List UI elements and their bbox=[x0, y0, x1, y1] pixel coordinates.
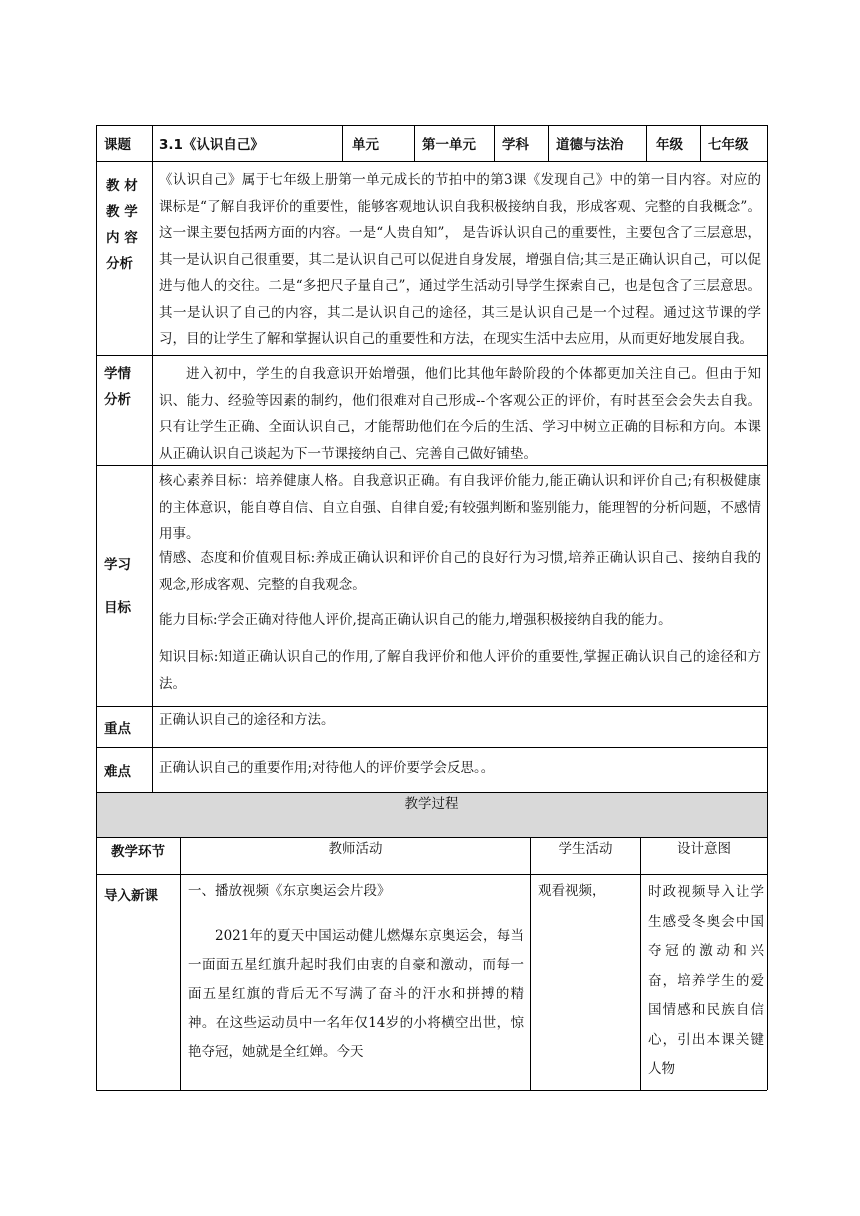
subject-value: 道德与法治 bbox=[556, 137, 624, 153]
objectives-label-line2: 目标 bbox=[104, 600, 131, 616]
subject-label: 学科 bbox=[502, 137, 529, 153]
table-border bbox=[414, 125, 415, 161]
table-border bbox=[530, 837, 531, 1090]
table-border bbox=[640, 837, 641, 1090]
table-border bbox=[96, 874, 767, 875]
grade-label: 年级 bbox=[656, 137, 683, 153]
teacher-activity-title: 一、播放视频《东京奥运会片段》 bbox=[188, 883, 391, 899]
difficulty-label: 难点 bbox=[104, 764, 131, 780]
topic-label: 课题 bbox=[104, 137, 131, 153]
textbook-analysis-label: 教 材 教 学 内 容 分析 bbox=[106, 178, 138, 272]
key-point-content: 正确认识自己的途径和方法。 bbox=[159, 712, 335, 728]
objective-ability: 能力目标:学会正确对待他人评价,提高正确认识自己的能力,增强积极接纳自我的能力。 bbox=[159, 612, 672, 628]
table-border bbox=[700, 125, 701, 161]
header-teacher: 教师活动 bbox=[328, 841, 383, 857]
header-intent: 设计意图 bbox=[677, 841, 731, 857]
grade-value: 七年级 bbox=[708, 137, 749, 153]
header-stage: 教学环节 bbox=[111, 844, 165, 860]
difficulty-content: 正确认识自己的重要作用;对待他人的评价要学会反思。。 bbox=[159, 760, 495, 776]
topic-value: 3.1《认识自己》 bbox=[159, 137, 264, 153]
objective-emotion: 情感、态度和价值观目标:养成正确认识和评价自己的良好行为习惯,培养正确认识自己、接纳自我的观念,形成客观、完整的自我观念。 bbox=[159, 550, 761, 593]
table-border bbox=[96, 747, 767, 748]
student-activity: 观看视频， bbox=[538, 883, 606, 899]
table-border bbox=[548, 125, 549, 161]
table-border bbox=[342, 125, 343, 161]
design-intent: 时政视频导入让学生感受冬奥会中国夺冠的激动和兴奋，培养学生的爱国情感和民族自信心，引出本课关键人物 bbox=[648, 884, 764, 1077]
textbook-analysis-content: 《认识自己》属于七年级上册第一单元成长的节拍中的第3课《发现自己》中的第一目内容。对应的课标是“了解自我评价的重要性，能够客观地认识自我积极接纳自我，形成客观、完整的自我概念”。这一课主要包括两方面的内容。一是“人贵自知”， 是告诉认识自己的重要性，主要包含了三层意思，其一是认识自己很重要，其二是认识自己可以促进自身发展，增强自信;其三是正确认识自己，可以促进与他人的交往。二是“多把尺子量自己”，通过学生活动引导学生探索自己，也是包含了三层意思。其一是认识了自己的内容，其二是认识自己的途径，其三是认识自己是一个过程。通过这节课的学习，目的让学生了解和掌握认识自己的重要性和方法，在现实生活中去应用，从而更好地发展自我。 bbox=[159, 172, 761, 347]
table-border bbox=[96, 1090, 767, 1091]
table-border bbox=[152, 125, 153, 792]
learning-situation-content: 进入初中，学生的自我意识开始增强，他们比其他年龄阶段的个体都更加关注自己。但由于知识、能力、经验等因素的制约，他们很难对自己形成--个客观公正的评价，有时甚至会会失去自我。只有让学生正确、全面认识自己，才能帮助他们在今后的生活、学习中树立正确的目标和方向。本课从正确认识自己谈起为下一节课接纳自己、完善自己做好铺垫。 bbox=[159, 366, 761, 462]
table-border bbox=[767, 125, 768, 792]
stage-intro: 导入新课 bbox=[104, 888, 158, 904]
table-border bbox=[96, 355, 767, 356]
unit-value: 第一单元 bbox=[422, 137, 476, 153]
table-border bbox=[96, 792, 97, 1090]
unit-label: 单元 bbox=[352, 137, 379, 153]
table-border bbox=[494, 125, 495, 161]
learning-situation-label: 学情 分析 bbox=[104, 366, 131, 408]
objective-core: 核心素养目标：培养健康人格。自我意识正确。有自我评价能力,能正确认识和评价自己;有积极健康的主体意识，能自尊自信、自立自强、自律自爱;有较强判断和鉴别能力，能理智的分析问题，不感情用事。 bbox=[159, 473, 761, 542]
key-point-label: 重点 bbox=[104, 721, 131, 737]
table-border bbox=[767, 792, 768, 1090]
teacher-activity-text: 2021年的夏天中国运动健儿燃爆东京奥运会，每当一面面五星红旗升起时我们由衷的自豪和激动，而每一面五星红旗的背后无不写满了奋斗的汗水和拼搏的精神。在这些运动员中一名年仅14岁的小将横空出世，惊艳夺冠，她就是全红婵。今天 bbox=[188, 928, 524, 1060]
objectives-label-line1: 学习 bbox=[104, 557, 131, 573]
table-border bbox=[180, 837, 181, 1090]
table-border bbox=[96, 125, 97, 792]
process-title: 教学过程 bbox=[404, 796, 459, 812]
table-border bbox=[96, 125, 767, 126]
table-border bbox=[96, 161, 767, 162]
table-border bbox=[646, 125, 647, 161]
header-student: 学生活动 bbox=[558, 841, 613, 857]
objective-knowledge: 知识目标:知道正确认识自己的作用,了解自我评价和他人评价的重要性,掌握正确认识自己的途径和方法。 bbox=[159, 649, 761, 692]
